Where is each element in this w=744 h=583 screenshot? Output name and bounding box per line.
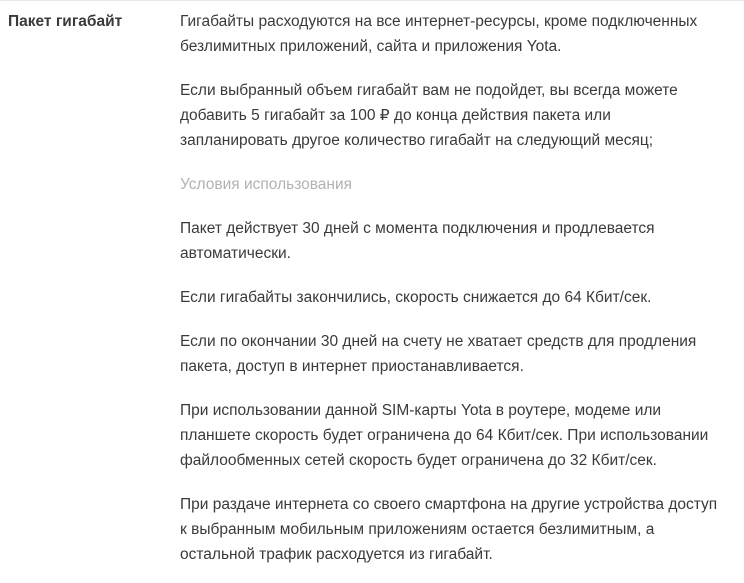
section-subheading-usage-terms: Условия использования — [180, 176, 353, 193]
description-paragraph: Если гигабайты закончились, скорость снижается до 64 Кбит/сек. — [180, 289, 652, 306]
row-description — [180, 9, 720, 567]
description-paragraph: Пакет действует 30 дней с момента подключения и продлевается автоматически. — [180, 220, 655, 262]
description-paragraph: При использовании данной SIM-карты Yota в роутере, модеме или планшете скорость будет ограничена до 64 Кбит/сек. При использовании файлообменных сетей скорость будет ограничена до 32 Кбит/сек. — [180, 402, 709, 469]
description-paragraph: Если по окончании 30 дней на счету не хватает средств для продления пакета, доступ в интернет приостанавливается. — [180, 333, 697, 375]
description-paragraph: При раздаче интернета со своего смартфона на другие устройства доступ к выбранным мобильным приложениям остается безлимитным, а остальной трафик расходуется из гигабайт. — [180, 496, 718, 563]
description-paragraph: Если выбранный объем гигабайт вам не подойдет, вы всегда можете добавить 5 гигабайт за 100 ₽ до конца действия пакета или запланировать другое количество гигабайт на следующий месяц; — [180, 82, 678, 149]
row-term-package-gigabytes: Пакет гигабайт — [8, 13, 123, 30]
description-paragraph: Гигабайты расходуются на все интернет-ресурсы, кроме подключенных безлимитных приложений, сайта и приложения Yota. — [180, 13, 698, 55]
